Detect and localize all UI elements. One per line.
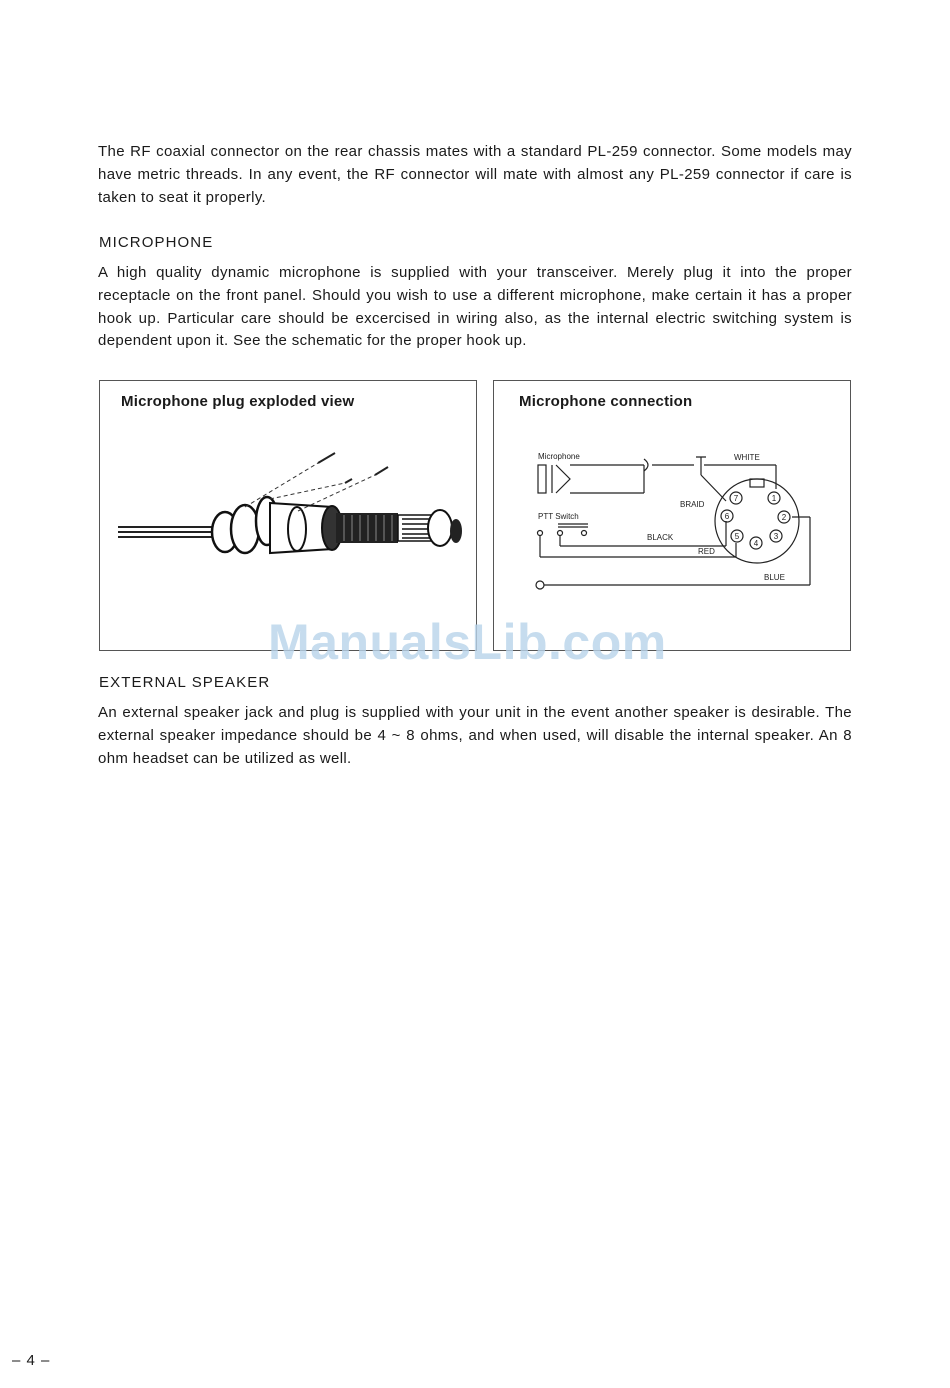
braid-wire-label: BRAID bbox=[680, 500, 705, 509]
exploded-view-title: Microphone plug exploded view bbox=[121, 393, 355, 410]
external-speaker-heading: EXTERNAL SPEAKER bbox=[99, 674, 271, 691]
watermark: ManualsLib.com bbox=[268, 614, 667, 670]
pin-2-label: 2 bbox=[781, 513, 787, 522]
pin-1-label: 1 bbox=[771, 494, 777, 503]
microphone-connection-title: Microphone connection bbox=[519, 393, 693, 410]
microphone-paragraph: A high quality dynamic microphone is supplied with your transceiver. Merely plug it into the proper receptacle on the front panel. Should you wish to use a different microphone, make certain it has a proper hook up. Particular care should be excercised in wiring also, as the internal electric switching system is dependent upon it. See the schematic for the proper hook up. bbox=[98, 264, 852, 350]
pin-5-label: 5 bbox=[734, 532, 740, 541]
ptt-label: PTT Switch bbox=[538, 512, 579, 521]
exploded-view-figure bbox=[99, 380, 477, 651]
microphone-heading: MICROPHONE bbox=[99, 234, 214, 251]
red-wire-label: RED bbox=[698, 547, 715, 556]
microphone-connection-schematic bbox=[494, 381, 852, 652]
intro-paragraph: The RF coaxial connector on the rear chassis mates with a standard PL-259 connector. Some models may have metric threads. In any event, the RF connector will mate with almost any PL-259 connector if care is taken to seat it properly. bbox=[98, 143, 852, 206]
page-number: – 4 – bbox=[12, 1352, 51, 1369]
microphone-connection-figure bbox=[493, 380, 851, 651]
blue-wire-label: BLUE bbox=[764, 573, 785, 582]
black-wire-label: BLACK bbox=[647, 533, 674, 542]
mic-label: Microphone bbox=[538, 452, 580, 461]
pin-4-label: 4 bbox=[753, 539, 759, 548]
pin-3-label: 3 bbox=[773, 532, 779, 541]
pin-6-label: 6 bbox=[724, 512, 730, 521]
microphone-plug-illustration bbox=[100, 381, 478, 652]
external-speaker-paragraph: An external speaker jack and plug is supplied with your unit in the event another speaker is desirable. The external speaker impedance should be 4 ~ 8 ohms, and when used, will disable the internal speaker. An 8 ohm headset can be utilized as well. bbox=[98, 704, 852, 767]
pin-7-label: 7 bbox=[733, 494, 739, 503]
white-wire-label: WHITE bbox=[734, 453, 760, 462]
